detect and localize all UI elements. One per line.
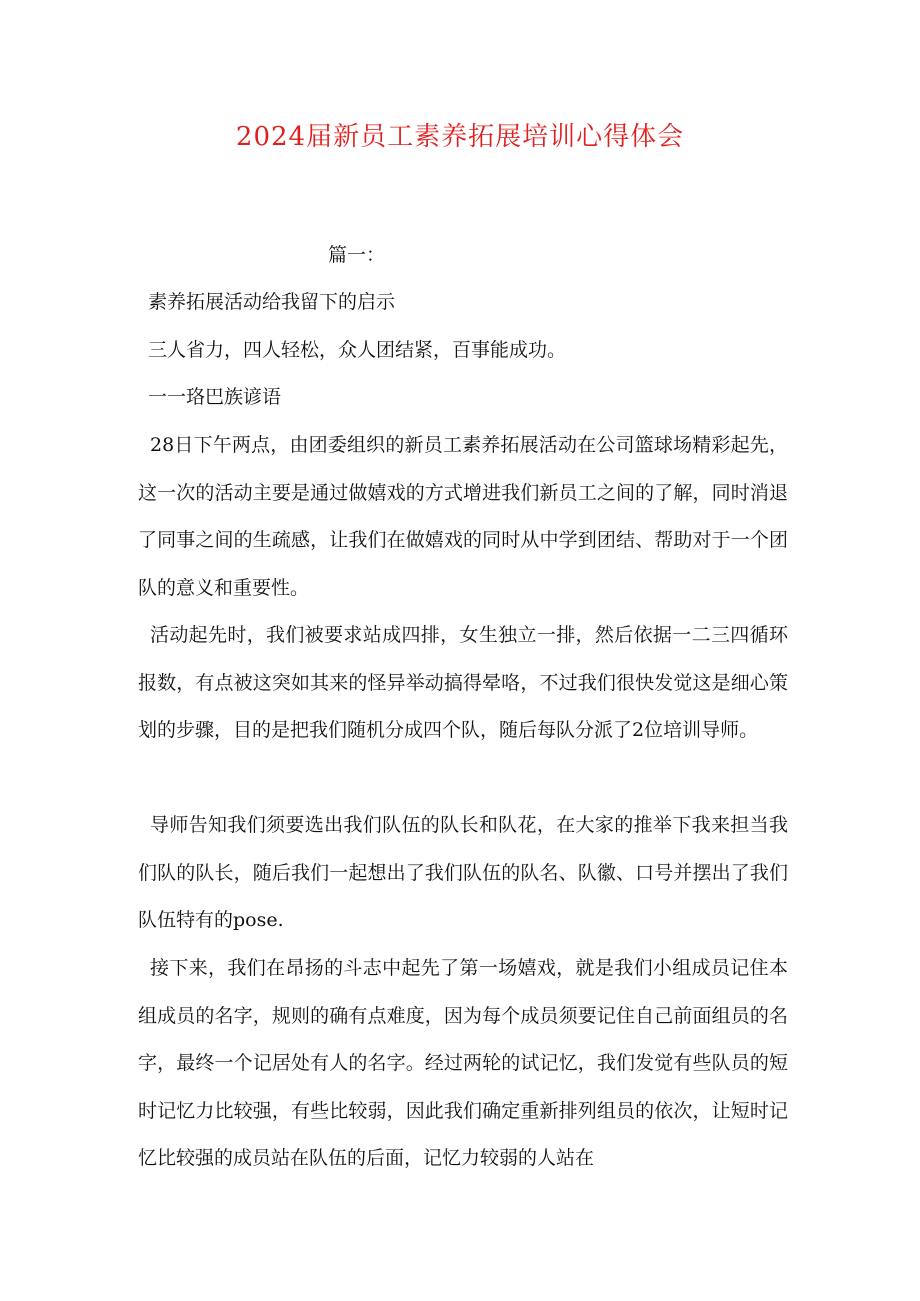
section-subtitle: 素养拓展活动给我留下的启示 (148, 291, 396, 313)
body-paragraph: 接下来，我们在昂扬的斗志中起先了第一场嬉戏，就是我们小组成员记住本组成员的名字，规则的确有点难度，因为每个成员须要记住自己前面组员的名字，最终一个记居处有人的名字。经过两轮的试记忆，我们发觉有些队员的短时记忆力比较强，有些比较弱，因此我们确定重新排列组员的依次，让短时记忆比较强的成员站在队伍的后面，记忆力较弱的人站在 (138, 957, 788, 1169)
proverb-attribution: 一一珞巴族谚语 (148, 386, 282, 408)
body-paragraph: 导师告知我们须要选出我们队伍的队长和队花，在大家的推举下我来担当我们队的队长，随后我们一起想出了我们队伍的队名、队徽、口号并摆出了我们队伍特有的pose. (138, 814, 788, 931)
proverb-quote: 三人省力，四人轻松，众人团结紧，百事能成功。 (148, 339, 567, 361)
document-title: 2024届新员工素养拓展培训心得体会 (235, 122, 685, 152)
section-label: 篇一： (328, 244, 386, 266)
body-paragraph: 活动起先时，我们被要求站成四排，女生独立一排，然后依据一二三四循环报数，有点被这突如其来的怪异举动搞得晕咯，不过我们很快发觉这是细心策划的步骤，目的是把我们随机分成四个队，随后每队分派了2位培训导师。 (138, 624, 788, 741)
body-paragraph: 28日下午两点，由团委组织的新员工素养拓展活动在公司篮球场精彩起先，这一次的活动主要是通过做嬉戏的方式增进我们新员工之间的了解，同时消退了同事之间的生疏感，让我们在做嬉戏的同时从中学到团结、帮助对于一个团队的意义和重要性。 (138, 434, 788, 599)
